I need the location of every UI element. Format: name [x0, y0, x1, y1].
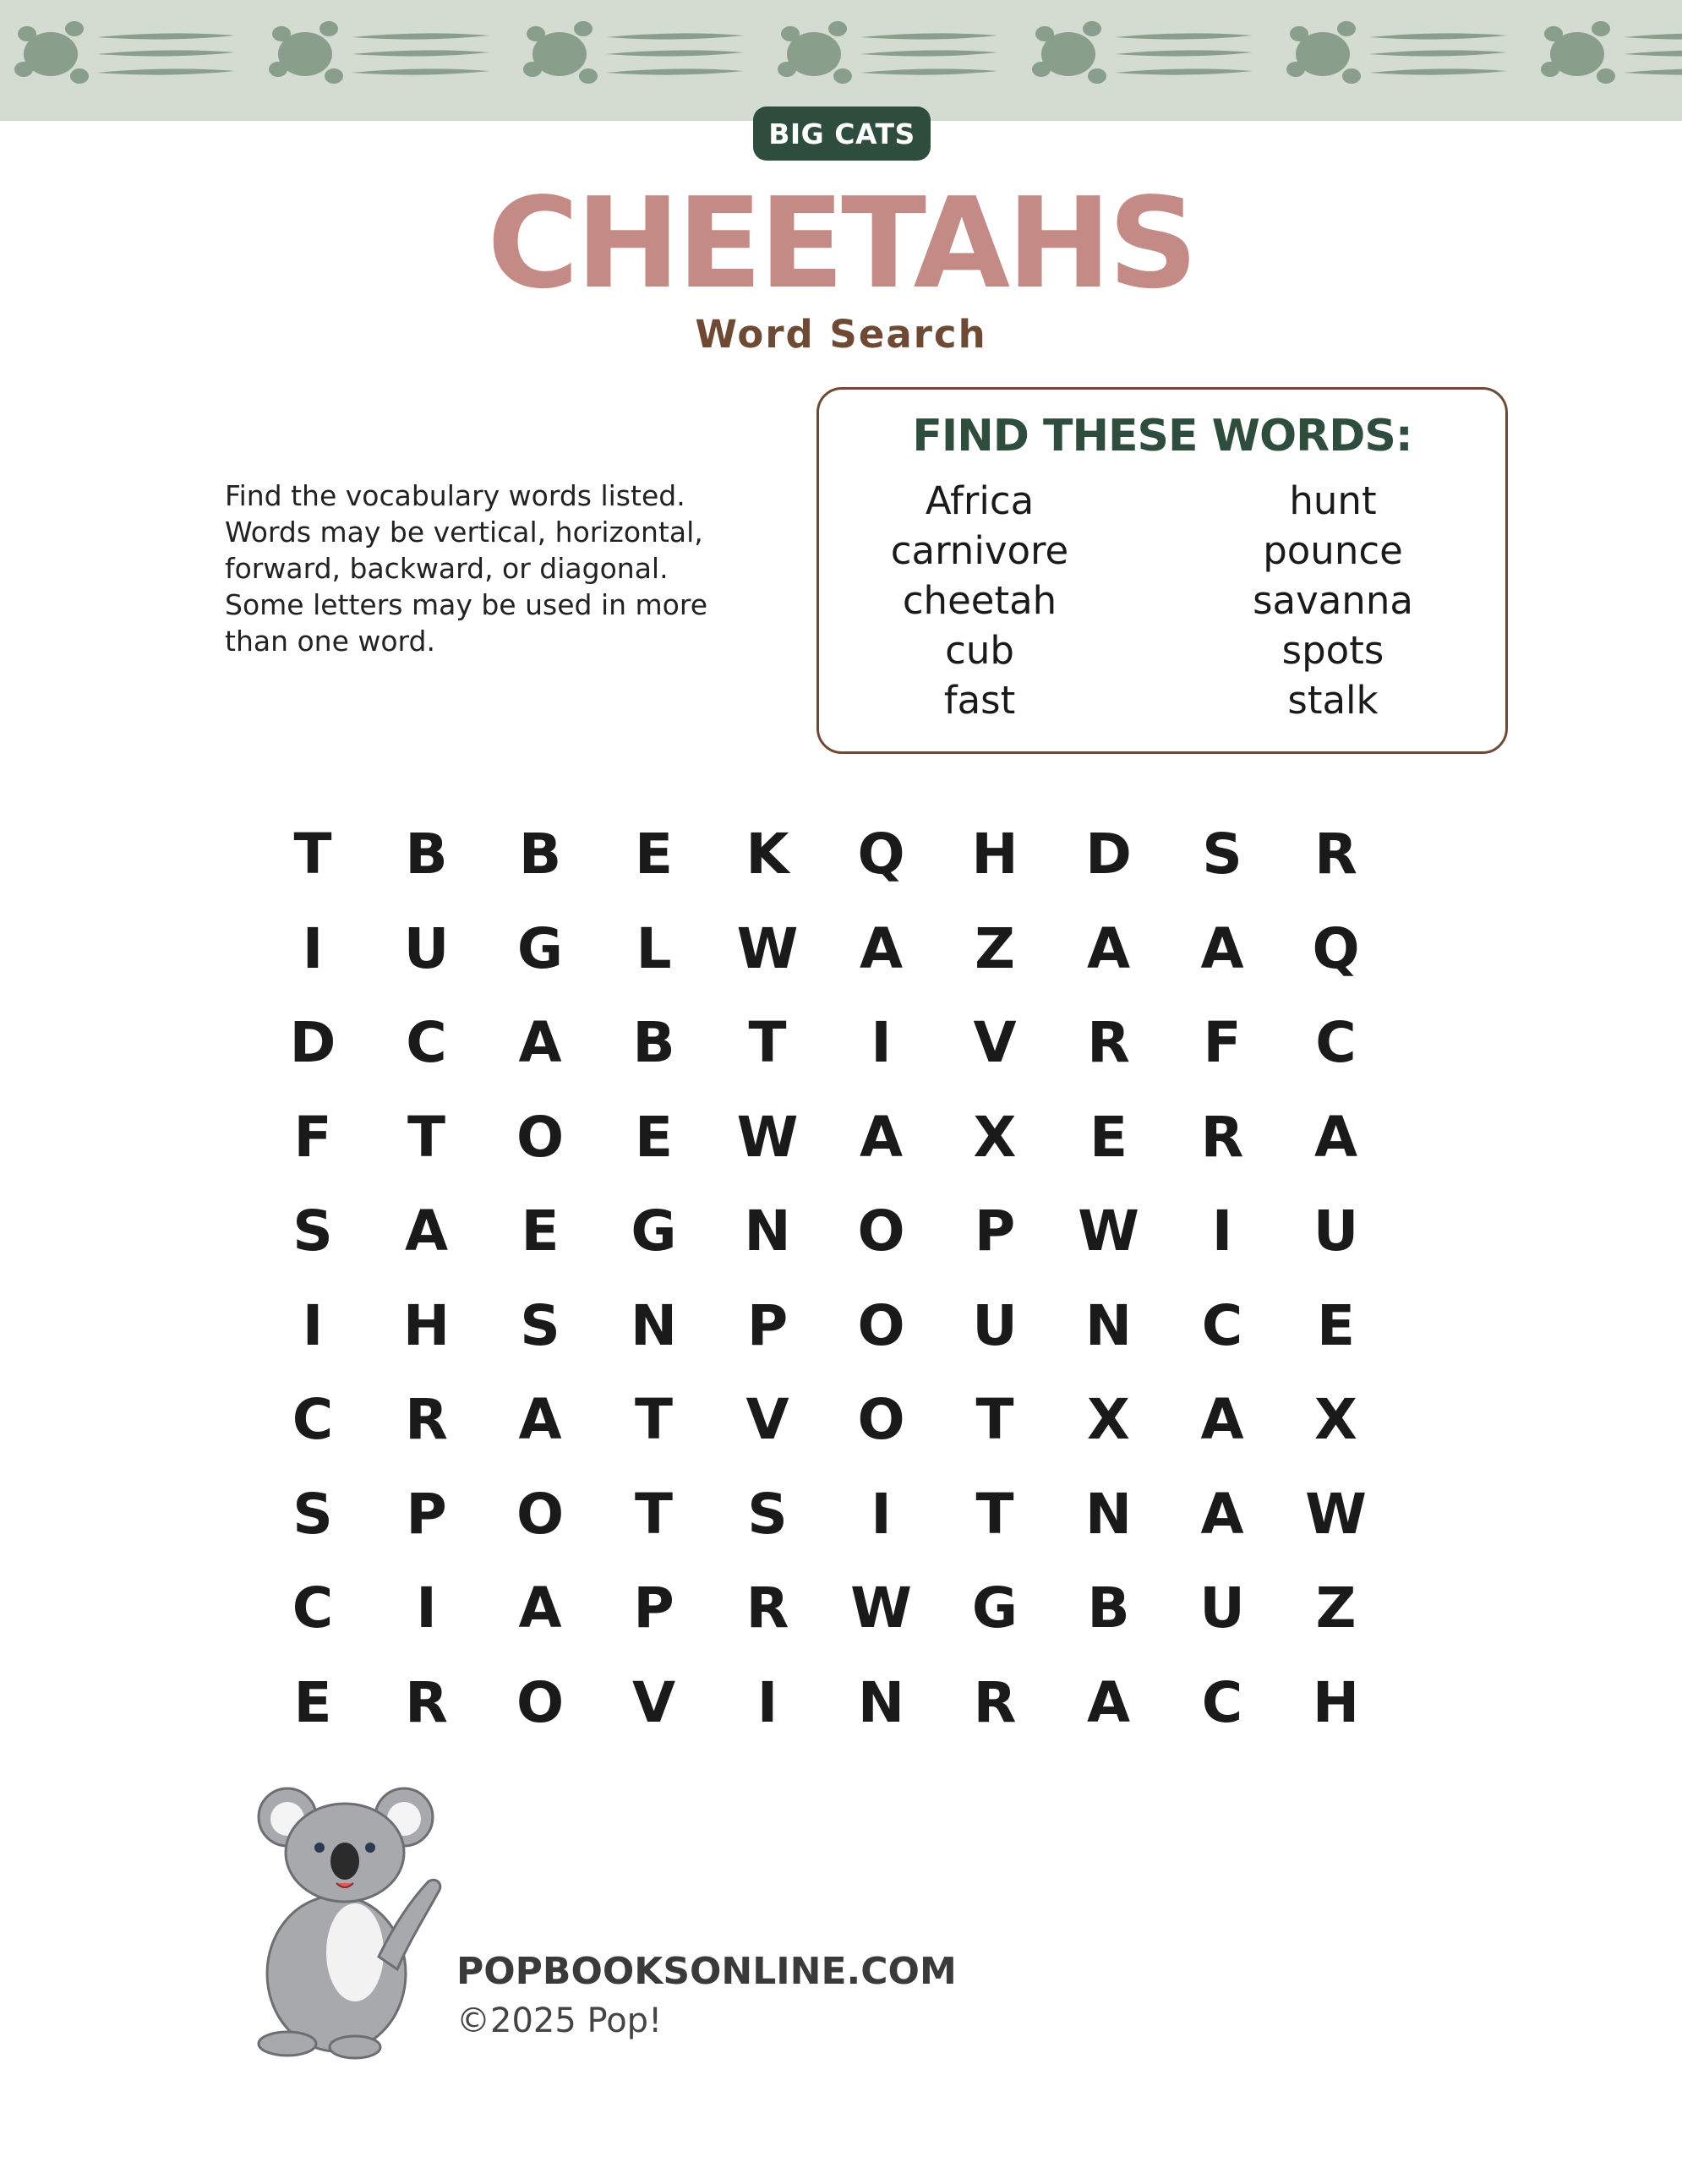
paw-print-icon — [523, 21, 744, 84]
grid-letter[interactable]: R — [1087, 1010, 1130, 1075]
grid-letter[interactable]: Z — [975, 915, 1015, 981]
instructions-line: forward, backward, or diagonal. — [225, 552, 669, 585]
word-item: pounce — [1263, 528, 1403, 573]
grid-letter[interactable]: G — [631, 1198, 677, 1264]
instructions-line: Find the vocabulary words listed. — [225, 479, 685, 512]
grid-letter[interactable]: W — [850, 1575, 912, 1641]
word-item: stalk — [1287, 678, 1379, 723]
grid-row — [270, 807, 1412, 902]
word-list-left-column — [819, 476, 1140, 725]
grid-letter[interactable]: I — [302, 1292, 324, 1358]
grid-letter[interactable]: T — [634, 1387, 674, 1452]
paw-print-icon — [778, 21, 998, 84]
grid-letter[interactable]: A — [859, 1104, 904, 1170]
grid-letter[interactable]: W — [1305, 1481, 1367, 1547]
grid-letter[interactable]: N — [857, 1669, 905, 1735]
grid-letter[interactable]: S — [747, 1481, 788, 1547]
grid-letter[interactable]: R — [745, 1575, 789, 1641]
grid-letter[interactable]: C — [1315, 1010, 1357, 1075]
grid-letter[interactable]: I — [302, 915, 324, 981]
paw-print-icon — [1541, 21, 1682, 84]
grid-letter[interactable]: U — [1313, 1198, 1359, 1264]
grid-letter[interactable]: E — [293, 1669, 332, 1735]
grid-letter[interactable]: S — [292, 1198, 333, 1264]
word-item: cub — [945, 628, 1014, 673]
grid-letter[interactable]: B — [405, 822, 448, 887]
grid-letter[interactable]: B — [518, 822, 562, 887]
letter-grid — [270, 807, 1412, 1750]
grid-letter[interactable]: F — [293, 1104, 332, 1170]
grid-letter[interactable]: R — [1314, 822, 1357, 887]
category-badge: BIG CATS — [753, 106, 931, 161]
grid-letter[interactable]: A — [404, 1198, 449, 1264]
grid-letter[interactable]: U — [1199, 1575, 1245, 1641]
grid-letter[interactable]: T — [748, 1010, 787, 1075]
grid-letter[interactable]: N — [630, 1292, 678, 1358]
grid-letter[interactable]: A — [518, 1387, 562, 1452]
grid-row — [270, 1561, 1412, 1656]
paw-print-icon — [269, 21, 489, 84]
grid-letter[interactable]: N — [1084, 1481, 1133, 1547]
grid-letter[interactable]: C — [406, 1010, 447, 1075]
grid-letter[interactable]: E — [521, 1198, 560, 1264]
word-item: cheetah — [902, 578, 1057, 623]
grid-letter[interactable]: A — [518, 1010, 562, 1075]
grid-letter[interactable]: W — [736, 1104, 799, 1170]
grid-letter[interactable]: R — [973, 1669, 1017, 1735]
grid-row — [270, 1184, 1412, 1279]
word-item: savanna — [1253, 578, 1413, 623]
instructions-line: Words may be vertical, horizontal, — [225, 516, 703, 549]
grid-letter[interactable]: P — [974, 1198, 1016, 1264]
grid-letter[interactable]: C — [1201, 1669, 1243, 1735]
grid-letter[interactable]: N — [744, 1198, 791, 1264]
grid-letter[interactable]: N — [1084, 1292, 1133, 1358]
grid-letter[interactable]: B — [1087, 1575, 1130, 1641]
grid-letter[interactable]: K — [745, 822, 789, 887]
grid-letter[interactable]: O — [516, 1104, 565, 1170]
word-item: carnivore — [890, 528, 1069, 573]
grid-letter[interactable]: T — [293, 822, 332, 887]
grid-letter[interactable]: A — [518, 1575, 562, 1641]
word-item: hunt — [1289, 478, 1377, 523]
grid-letter[interactable]: H — [971, 822, 1018, 887]
grid-letter[interactable]: P — [406, 1481, 447, 1547]
page-title: CHEETAHS — [487, 171, 1195, 316]
grid-letter[interactable]: I — [1211, 1198, 1233, 1264]
grid-row — [270, 1467, 1412, 1562]
grid-letter[interactable]: E — [634, 822, 674, 887]
grid-letter[interactable]: C — [292, 1575, 334, 1641]
instructions — [225, 478, 766, 659]
grid-row — [270, 1373, 1412, 1467]
grid-letter[interactable]: X — [1087, 1387, 1130, 1452]
grid-letter[interactable]: B — [632, 1010, 675, 1075]
grid-row — [270, 996, 1412, 1090]
koala-icon — [237, 1783, 465, 2062]
grid-letter[interactable]: S — [520, 1292, 560, 1358]
instructions-line: than one word. — [225, 625, 435, 658]
grid-letter[interactable]: I — [756, 1669, 778, 1735]
grid-letter[interactable]: O — [516, 1669, 565, 1735]
grid-letter[interactable]: H — [1312, 1669, 1360, 1735]
grid-letter[interactable]: D — [289, 1010, 336, 1075]
grid-letter[interactable]: G — [516, 915, 564, 981]
grid-letter[interactable]: V — [973, 1010, 1017, 1075]
grid-letter[interactable]: F — [1203, 1010, 1242, 1075]
grid-letter[interactable]: Q — [857, 822, 905, 887]
grid-letter[interactable]: E — [1316, 1292, 1356, 1358]
grid-letter[interactable]: A — [1200, 1387, 1244, 1452]
banner-pattern — [0, 0, 1682, 121]
paw-print-icon — [1032, 21, 1253, 84]
grid-letter[interactable]: A — [1200, 915, 1244, 981]
word-list-box — [816, 387, 1508, 754]
grid-letter[interactable]: C — [1201, 1292, 1243, 1358]
grid-letter[interactable]: R — [405, 1669, 448, 1735]
page-subtitle: Word Search — [695, 312, 987, 357]
grid-letter[interactable]: O — [857, 1387, 905, 1452]
word-item: spots — [1281, 628, 1384, 673]
site-url: POPBOOKSONLINE.COM — [456, 1950, 957, 1993]
grid-letter[interactable]: L — [636, 915, 672, 981]
grid-letter[interactable]: A — [1086, 915, 1131, 981]
grid-letter[interactable]: U — [403, 915, 450, 981]
grid-letter[interactable]: A — [859, 915, 904, 981]
word-list-heading: FIND THESE WORDS: — [912, 411, 1412, 461]
grid-letter[interactable]: Q — [1312, 915, 1360, 981]
grid-letter[interactable]: I — [871, 1010, 892, 1075]
grid-letter[interactable]: A — [1313, 1104, 1358, 1170]
copyright-text: ©2025 Pop! — [456, 2001, 663, 2040]
word-item: Africa — [925, 478, 1035, 523]
grid-letter[interactable]: T — [975, 1481, 1014, 1547]
grid-row — [270, 1656, 1412, 1750]
instructions-line: Some letters may be used in more — [225, 588, 708, 621]
grid-row — [270, 1090, 1412, 1185]
grid-letter[interactable]: S — [292, 1481, 333, 1547]
grid-letter[interactable]: W — [736, 915, 799, 981]
paw-print-icon — [14, 21, 235, 84]
grid-letter[interactable]: O — [857, 1198, 905, 1264]
grid-letter[interactable]: D — [1085, 822, 1132, 887]
grid-letter[interactable]: A — [1200, 1481, 1244, 1547]
grid-letter[interactable]: X — [973, 1104, 1017, 1170]
grid-letter[interactable]: R — [1200, 1104, 1244, 1170]
grid-letter[interactable]: E — [1089, 1104, 1128, 1170]
grid-letter[interactable]: E — [634, 1104, 674, 1170]
grid-letter[interactable]: G — [971, 1575, 1018, 1641]
grid-letter[interactable]: V — [631, 1669, 676, 1735]
word-list-right-column — [1172, 476, 1494, 725]
grid-letter[interactable]: T — [975, 1387, 1014, 1452]
grid-letter[interactable]: Z — [1315, 1575, 1357, 1641]
grid-letter[interactable]: U — [972, 1292, 1018, 1358]
paw-print-icon — [1286, 21, 1507, 84]
grid-row — [270, 1279, 1412, 1373]
grid-letter[interactable]: W — [1078, 1198, 1139, 1264]
grid-letter[interactable]: P — [633, 1575, 674, 1641]
grid-letter[interactable]: T — [407, 1104, 446, 1170]
grid-letter[interactable]: V — [745, 1387, 789, 1452]
grid-row — [270, 902, 1412, 996]
grid-letter[interactable]: C — [292, 1387, 334, 1452]
grid-letter[interactable]: A — [1086, 1669, 1131, 1735]
grid-letter[interactable]: I — [416, 1575, 437, 1641]
grid-letter[interactable]: H — [402, 1292, 451, 1358]
word-item: fast — [943, 678, 1016, 723]
grid-letter[interactable]: O — [516, 1481, 565, 1547]
grid-letter[interactable]: P — [746, 1292, 789, 1358]
grid-letter[interactable]: I — [871, 1481, 892, 1547]
grid-letter[interactable]: O — [857, 1292, 905, 1358]
grid-letter[interactable]: R — [405, 1387, 448, 1452]
top-banner — [0, 0, 1682, 121]
grid-letter[interactable]: X — [1314, 1387, 1357, 1452]
grid-letter[interactable]: T — [634, 1481, 674, 1547]
grid-letter[interactable]: S — [1202, 822, 1242, 887]
